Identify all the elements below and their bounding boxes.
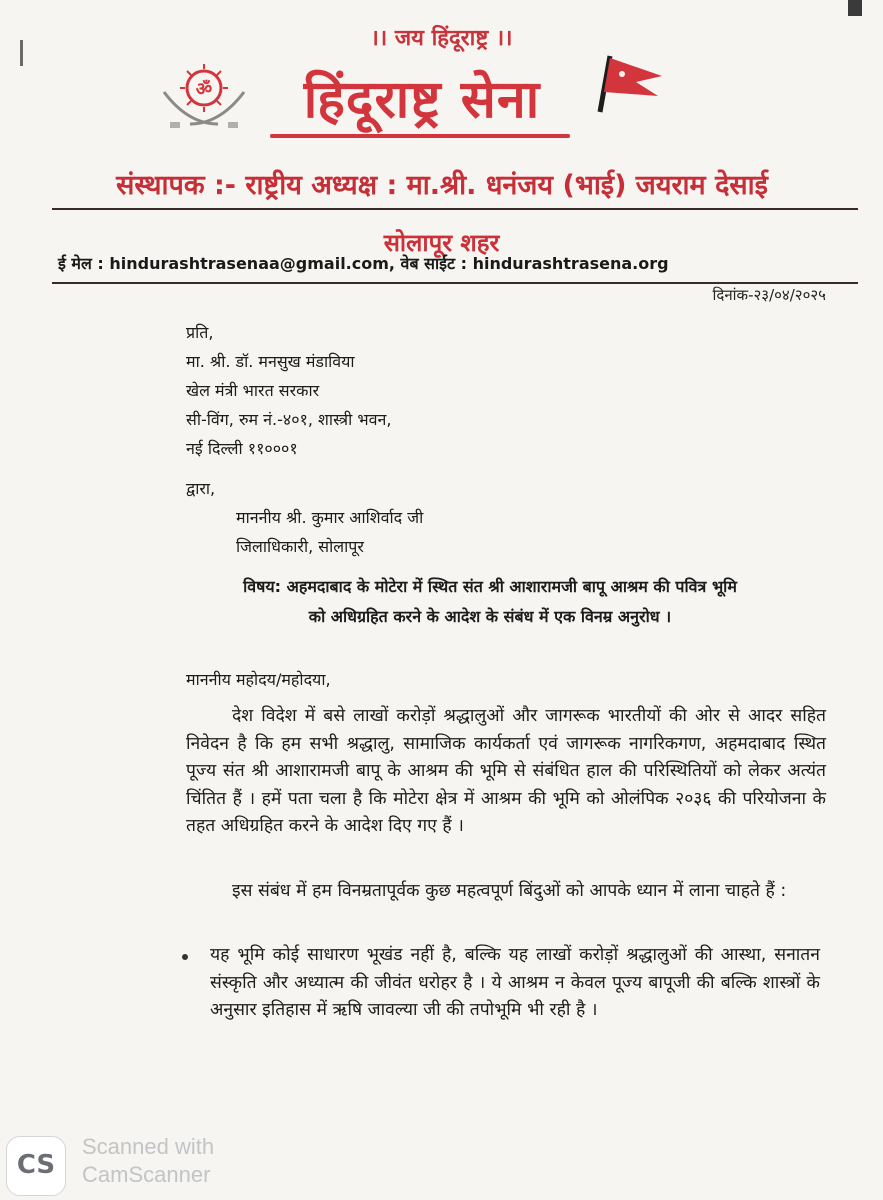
via-line: जिलाधिकारी, सोलापूर: [236, 537, 364, 556]
bullet-dot-icon: [182, 954, 188, 960]
letter-date: दिनांक-२३/०४/२०२५: [712, 286, 826, 304]
header-divider-top: [52, 208, 858, 210]
via-line: माननीय श्री. कुमार आशिर्वाद जी: [236, 508, 424, 527]
body-paragraph: देश विदेश में बसे लाखों करोड़ों श्रद्धालुओं और जागरूक भारतीयों की ओर से आदर सहित निवेदन है कि हम सभी श्रद्धालु, सामाजिक कार्यकर्ता एवं जागरूक नागरिकगण, अहमदाबाद स्थित पूज्य संत श्री आशारामजी बापू के आश्रम की भूमि से संबंधित हाल की परिस्थितियों को लेकर अत्यंत चिंतित हैं । हमें पता चला है कि मोटेरा क्षेत्र में आश्रम की भूमि को ओलंपिक २०३६ की परियोजना के तहत अधिग्रहित करने के आदेश दिए गए हैं ।: [186, 706, 826, 836]
organization-name-underline: [270, 134, 570, 138]
body-paragraph: इस संबंध में हम विनम्रतापूर्वक कुछ महत्वपूर्ण बिंदुओं को आपके ध्यान में लाना चाहते हैं :: [232, 881, 787, 901]
watermark-line: Scanned with: [82, 1134, 215, 1159]
header-divider-bottom: [52, 282, 858, 284]
watermark-line: CamScanner: [82, 1162, 211, 1187]
svg-text:ॐ: ॐ: [195, 79, 213, 100]
subject-line: विषय: अहमदाबाद के मोटेरा में स्थित संत श्री आशारामजी बापू आश्रम की पवित्र भूमि: [243, 577, 737, 596]
salutation: माननीय महोदय/महोदया,: [186, 670, 331, 689]
recipient-line: नई दिल्ली ११०००१: [186, 439, 298, 458]
subject-line: को अधिग्रहित करने के आदेश के संबंध में एक विनम्र अनुरोध ।: [308, 607, 672, 626]
om-swords-emblem-icon: [158, 62, 250, 134]
subject: [190, 572, 790, 632]
camscanner-logo: [6, 1136, 66, 1196]
via-address: [186, 474, 423, 561]
founder-line: संस्थापक :- राष्ट्रीय अध्यक्ष : मा.श्री. धनंजय (भाई) जयराम देसाई: [116, 170, 768, 201]
camscanner-logo-letters: CS: [16, 1150, 56, 1180]
contact-line: ई मेल : hindurashtrasenaa@gmail.com, वेब साईट : hindurashtrasena.org: [58, 254, 669, 273]
via-label: द्वारा,: [186, 479, 216, 498]
branch-name: सोलापूर शहर: [383, 229, 500, 257]
recipient-line: मा. श्री. डॉ. मनसुख मंडाविया: [186, 352, 355, 371]
bullet-text: यह भूमि कोई साधारण भूखंड नहीं है, बल्कि यह लाखों करोड़ों श्रद्धालुओं की आस्था, सनातन संस्कृति और अध्यात्म की जीवंत धरोहर है । ये आश्रम न केवल पूज्य बापूजी की बल्कि शास्त्रों के अनुसार इतिहास में ऋषि जावल्या जी की तपोभूमि भी रही है ।: [210, 945, 820, 1020]
recipient-line: खेल मंत्री भारत सरकार: [186, 381, 320, 400]
recipient-line: सी-विंग, रुम नं.-४०१, शास्त्री भवन,: [186, 410, 392, 429]
saffron-flag-icon: [592, 52, 666, 114]
recipient-address: [186, 318, 391, 463]
organization-name: हिंदूराष्ट्र सेना: [303, 70, 541, 130]
slogan: ।। जय हिंदूराष्ट्र ।।: [370, 26, 513, 51]
recipient-line: प्रति,: [186, 323, 214, 342]
scan-corner-mark: [848, 0, 862, 16]
